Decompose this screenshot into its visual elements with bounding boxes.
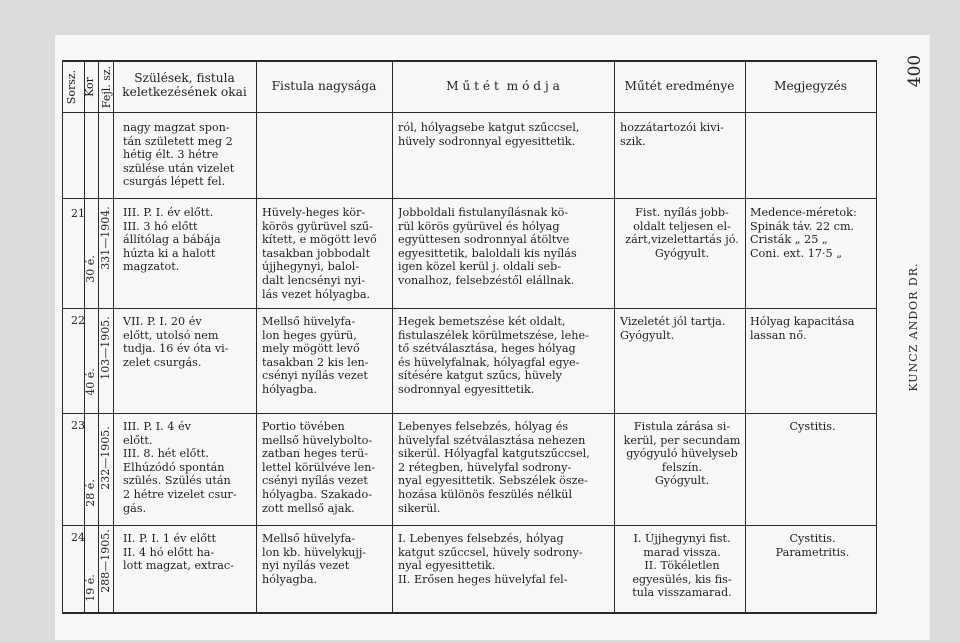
row-number: 23 [71, 419, 85, 432]
header-kor: Kor [83, 77, 96, 97]
cell-fistula: Portio tövében mellső hüvelybolto- zatban heges terü- lettel körülvéve len- csényi nyílás vezet hólyagba. Szakado- zott mellső ajak. [262, 420, 376, 515]
cell-mutet: ról, hólyagsebe katgut szűccsel, hüvely sodronnyal egyesittetik. [398, 121, 580, 148]
col-border [84, 60, 85, 612]
cell-eredmeny: Fistula zárása si- kerül, per secundam gyógyuló hüvelyseb felszín. Gyógyult. [623, 420, 741, 488]
header-bottom-border [62, 112, 877, 113]
row-divider [62, 308, 877, 309]
row-number: 24 [71, 531, 85, 544]
cell-megjegyzes: Hólyag kapacitása lassan nő. [750, 315, 855, 342]
table-top-border [62, 60, 877, 62]
row-number: 21 [71, 207, 85, 220]
cell-kor: 30 é. [84, 255, 97, 283]
header-eredmeny: Műtét eredménye [624, 79, 735, 93]
cell-mutet: Jobboldali fistulanyílásnak kö- rül körös gyürüvel és hólyag együttesen sodronnyal átöltve egyesittetik, baloldali kis nyílás igen közel kerül j. oldali seb- vonalhoz, felsebzéstől elállnak. [398, 206, 577, 287]
cell-fejl: 232—1905. [99, 426, 112, 490]
cell-mutet: I. Lebenyes felsebzés, hólyag katgut szűccsel, hüvely sodrony- nyal egyesittetik. II. Erősen heges hüvelyfal fel- [398, 532, 583, 586]
header-megjegyzes: Megjegyzés [773, 79, 848, 93]
cell-fistula: Hüvely-heges kör- körös gyürüvel szű- kített, e mögött levő tasakban jobbodalt újjhegynyi, balol- dalt lencsényi nyi- lás vezet hólyagba. [262, 206, 377, 301]
cell-megjegyzes: Cystitis. [789, 420, 836, 433]
row-divider [62, 525, 877, 526]
header-szulesek: Szülések, fistula keletkezésének okai [122, 71, 247, 99]
col-border [392, 60, 393, 612]
cell-megjegyzes: Medence-méretok: Spinák táv. 22 cm. Cristák „ 25 „ Coni. ext. 17·5 „ [750, 206, 857, 260]
row-divider [62, 198, 877, 199]
cell-fejl: 288—1905. [99, 529, 112, 593]
col-border [113, 60, 114, 612]
cell-szulesek: II. P. I. 1 év előtt II. 4 hó előtt ha- lott magzat, extrac- [123, 532, 234, 573]
col-border [256, 60, 257, 612]
cell-mutet: Hegek bemetszése két oldalt, fistulaszélek körülmetszése, lehe- tő szétválasztása, heges hólyag és hüvelyfalnak, hólyagfal egye- sítésére katgut szűcs, hüvely sodronnyal egyesittetik. [398, 315, 589, 396]
cell-eredmeny: Vizeletét jól tartja. Gyógyult. [620, 315, 726, 342]
row-divider [62, 413, 877, 414]
running-author: KUNCZ ANDOR DR. [907, 262, 920, 392]
cell-eredmeny: I. Újjhegynyi fist. marad vissza. II. Tökéletlen egyesülés, kis fis- tula visszamarad. [632, 532, 732, 600]
page-number: 400 [905, 54, 925, 88]
header-fistula: Fistula nagysága [271, 79, 377, 93]
header-sorsz: Sorsz. [65, 69, 78, 105]
header-mutet: M ű t é t m ó d j a [446, 79, 560, 93]
cell-fistula: Mellső hüvelyfa- lon heges gyürü, mely mögött levő tasakban 2 kis len- csényi nyílás vezet hólyagba. [262, 315, 369, 396]
cell-szulesek: nagy magzat spon- tán született meg 2 hétig élt. 3 hétre szülése után vizelet csurgás lépett fel. [123, 121, 235, 189]
cell-kor: 28 é. [84, 479, 97, 507]
cell-eredmeny: Fist. nyílás jobb- oldalt teljesen el- zárt,vizelettartás jó. Gyógyult. [625, 206, 739, 260]
cell-szulesek: III. P. I. 4 év előtt. III. 8. hét előtt. Elhúzódó spontán szülés. Szülés után 2 hétre vizelet csur- gás. [123, 420, 237, 515]
cell-eredmeny: hozzátartozói kivi- szik. [620, 121, 724, 148]
table-bottom-border [62, 612, 877, 614]
cell-fejl: 103—1905. [99, 316, 112, 380]
cell-fejl: 331—1904. [99, 206, 112, 270]
cell-mutet: Lebenyes felsebzés, hólyag és hüvelyfal szétválasztása nehezen sikerül. Hólyagfal katgutszűccsel, 2 rétegben, hüvelyfal sodrony- nyal egyesittetik. Sebszélek ösze- hozása különös feszülés nélkül sikerül. [398, 420, 590, 515]
col-border [62, 60, 63, 612]
col-border [876, 60, 877, 612]
cell-szulesek: III. P. I. év előtt. III. 3 hó előtt állítólag a bábája húzta ki a halott magzatot. [123, 206, 221, 274]
cell-szulesek: VII. P. I. 20 év előtt, utolsó nem tudja. 16 év óta vi- zelet csurgás. [123, 315, 229, 369]
cell-megjegyzes: Cystitis. Parametritis. [775, 532, 850, 559]
row-number: 22 [71, 314, 85, 327]
col-border [745, 60, 746, 612]
cell-kor: 40 é. [84, 368, 97, 396]
col-border [614, 60, 615, 612]
header-fejl: Fejl. sz. [100, 65, 113, 109]
cell-fistula: Mellső hüvelyfa- lon kb. hüvelykujj- nyi nyílás vezet hólyagba. [262, 532, 367, 586]
cell-kor: 19 é. [84, 574, 97, 602]
